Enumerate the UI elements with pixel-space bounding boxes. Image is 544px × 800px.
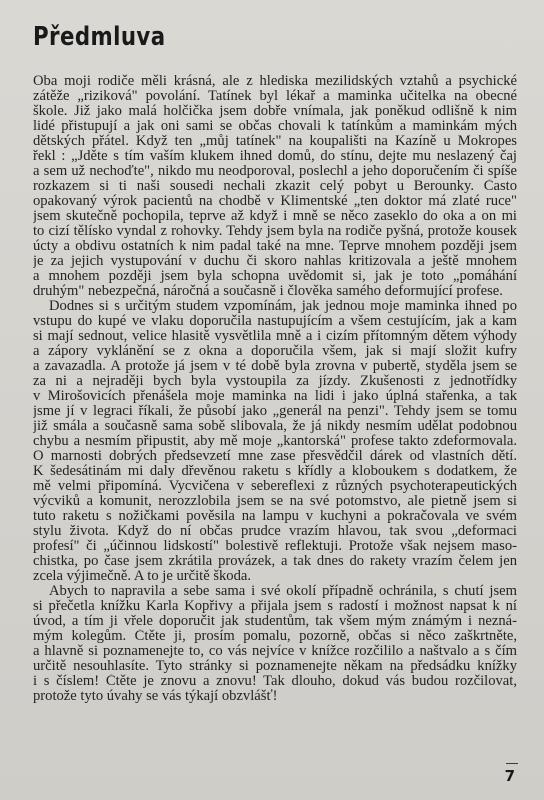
text-line: řekl : „Jděte s tím vaším klukem ihned domů, do stínu, dejte mu neslazený čaj — [33, 149, 517, 164]
text-line: mě velmi připomíná. Vycvičena v sebereflexi z různých psychoterapeutických — [33, 479, 517, 494]
text-line: si přečetla knížku Karla Kopřivy a přijala jsem s radostí i možnost napsat k ní — [33, 599, 517, 614]
text-line: a zápory vyklánění se z okna a doporučila všem, jak si mají složit kufry — [33, 344, 517, 359]
text-line: si mají sednout, velice hlasitě vysvětlila mně a i cizím přítomným dětem výhody — [33, 329, 517, 344]
text-line: Oba moji rodiče měli krásná, ale z hlediska mezilidských vztahů a psychické — [33, 74, 517, 89]
text-line: lidé přistupují a jak oni sami se občas chovali k tatínkům a maminkám mých — [33, 119, 517, 134]
text-line: za ni a nejraději bych byla vystoupila za jízdy. Zkušenosti z jednotřídky — [33, 374, 517, 389]
text-line: O marnosti dobrých předsevzetí mne zase přesvědčil dárek od vlastních dětí. — [33, 449, 517, 464]
text-line: to cizí tělísko vyndal z rohovky. Tehdy jsem byla na rodiče pyšná, protože kousek — [33, 224, 517, 239]
text-line: a sem už nechoďte", nikdo mu neodporoval, poslechl a jeho doporučením či spíše — [33, 164, 517, 179]
text-line: určitě nesouhlasíte. Tyto stránky si poznamenejte někam na předsádku knížky — [33, 659, 517, 674]
text-line: Dodnes si s určitým studem vzpomínám, jak jednou moje maminka ihned po — [49, 299, 517, 314]
text-line: zcela výjimečně. A to je určitě škoda. — [33, 569, 252, 584]
text-line: úcty a obdivu ostatních k nim padal také na mne. Teprve mnohem později jsem — [33, 239, 517, 254]
text-line: v Mirošovicích přenášela moje maminka na lidi i jako úplná stařenka, a tak — [33, 389, 517, 404]
text-line: úvod, a tím ji vřele doporučit jak studentům, tak všem mým známým i nezná- — [33, 614, 517, 629]
text-line: jsem skutečně pochopila, teprve až když i mně se něco zaseklo do oka a on mi — [33, 209, 517, 224]
text-line: a zavazadla. A protože já jsem v té době byla zrovna v pubertě, styděla jsem se — [33, 359, 517, 374]
text-line: dětských přátel. Když ten „můj tatínek" na koupališti na Kazíně u Mokropes — [33, 134, 517, 149]
text-line: chistka, po čase jsem zkrátila provázek, a tak dnes do rakety vrazím čelem jen — [33, 554, 517, 569]
text-line: Abych to napravila a sebe sama i své okolí případně ochránila, s chutí jsem — [49, 584, 517, 599]
text-line: výcviků a komunit, nerozzlobila jsem se na své potomstvo, ale pietně jsem si — [33, 494, 517, 509]
text-line: profesí" či „účinnou lidskostí" bolestivě reflektuji. Protože však nejsem maso- — [33, 539, 517, 554]
text-line: jsme jí v legraci říkali, že působí jako „generál na penzi". Tehdy jsem se tomu — [33, 404, 517, 419]
text-line: mým kolegům. Čtěte ji, prosím pomalu, pozorně, občas si něco zaškrtněte, — [33, 629, 517, 644]
text-line: chybu a nesmím připustit, aby mě moje „kantorská" profese takto zdeformovala. — [33, 434, 517, 449]
text-line: druhým" nebezpečná, náročná a současně i člověka samého deformující profese. — [33, 284, 503, 299]
page-number-rule — [506, 763, 518, 764]
text-line: již smála a současně sama sobě slibovala, že já nikdy nesmím udělat podobnou — [33, 419, 517, 434]
body-text — [33, 74, 517, 704]
text-line: K šedesátinám mi daly dřevěnou raketu s křídly a kloboukem s dodatkem, že — [33, 464, 517, 479]
text-line: zátěže „riziková" povolání. Tatínek byl lékař a maminka učitelka na obecné — [33, 89, 517, 104]
text-line: a hlavně si poznamenejte to, co vás nejvíce v knížce rozčililo a naštvalo a s čím — [33, 644, 517, 659]
text-line: škole. Již jako malá holčička jsem dobře vnímala, jak poněkud odlišně k nim — [33, 104, 517, 119]
text-line: a mnohem později jsem byla schopna uvědomit si, jak je toto „pomáhání — [33, 269, 517, 284]
page-title: Předmluva — [33, 22, 166, 52]
text-line: stylu života. Když do ní občas prudce vrazím hlavou, tak svou „deformaci — [33, 524, 517, 539]
text-line: tuto raketu s nožičkami pověsila na lampu v kuchyni a pokračovala ve svém — [33, 509, 517, 524]
page-number: 7 — [504, 767, 515, 785]
text-line: protože tyto úvahy se vás týkají obzvlášť! — [33, 689, 278, 704]
text-line: vstupu do kupé ve vlaku doporučila nastupujícím a všem cestujícím, jak a kam — [33, 314, 517, 329]
text-line: opakovaný výrok pacientů na chodbě v Klimentské „ten doktor má zlaté ruce" — [33, 194, 517, 209]
text-line: rozkazem si ti naši sousedi nechali zkazit celý pobyt u Berounky. Často — [33, 179, 517, 194]
text-line: i s číslem! Čtěte je znovu a znovu! Tak dlouho, dokud vás budou rozčilovat, — [33, 674, 517, 689]
text-line: je za jejich vystupování v duchu či skoro nahlas kritizovala a ještě mnohem — [33, 254, 517, 269]
